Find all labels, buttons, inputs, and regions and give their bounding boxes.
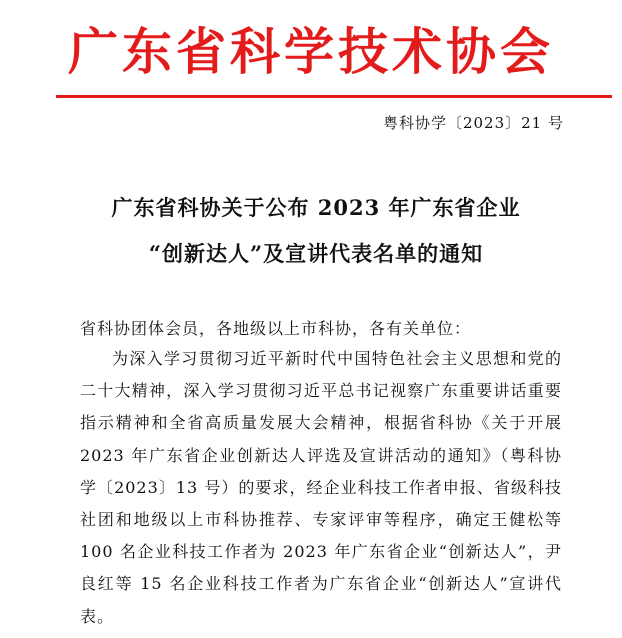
header-red-rule xyxy=(56,95,612,98)
document-number: 粤科协学〔2023〕21 号 xyxy=(382,114,564,132)
org-header-title: 广东省科学技术协会 xyxy=(68,22,554,81)
addressee-line: 省科协团体会员，各地级以上市科协，各有关单位： xyxy=(80,319,472,338)
document-title-line-1: 广东省科协关于公布 2023 年广东省企业 xyxy=(111,195,521,220)
body-paragraph: 为深入学习贯彻习近平新时代中国特色社会主义思想和党的二十大精神，深入学习贯彻习近平总书记视察广东重要讲话重要指示精神和全省高质量发展大会精神，根据省科协《关于开展 2023 年广东省企业创新达人评选及宣讲活动的通知》（粤科协学〔2023〕13 号）的要求，经企业科技工作者申报、省级科技社团和地级以上市科协推荐、专家评审等程序，确定王健松等 100 名企业科技工作者为 2023 年广东省企业“创新达人”，尹良红等 15 名企业科技工作者为广东省企业“创新达人”宣讲代表。 xyxy=(80,349,562,626)
document-title-line-2: “创新达人”及宣讲代表名单的通知 xyxy=(148,241,484,266)
